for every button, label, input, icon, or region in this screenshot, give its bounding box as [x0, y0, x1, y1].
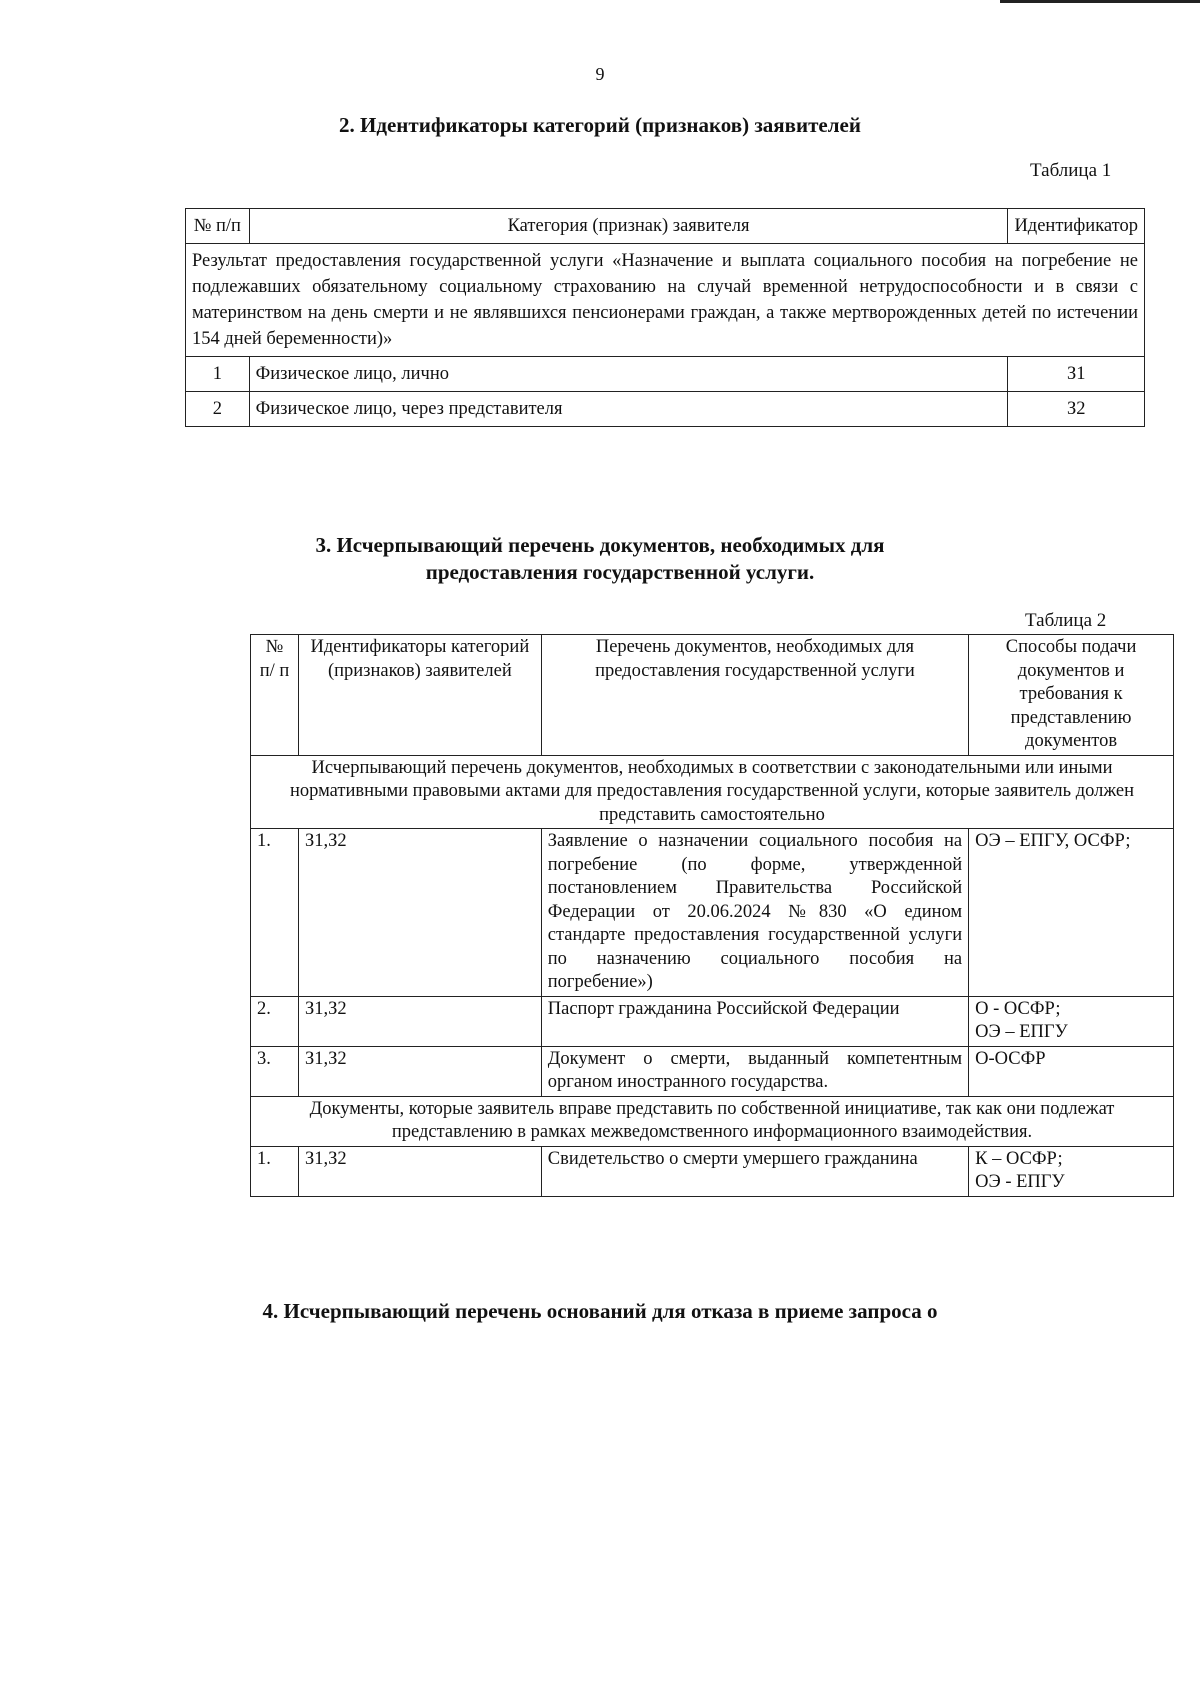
table2-g2-row1-method — [969, 1146, 1174, 1196]
table2-g1-row1-doc: Заявление о назначении социального пособия на погребение (по форме, утвержденной постановлением Правительства Российской Федерации от 20.06.2024 №830 «О едином стандарте предоставления государственной услуги по назначению социального пособия на погребение») — [541, 829, 968, 997]
table-row — [186, 357, 1145, 392]
table2-header-methods: Способы подачи документов и требования к представлению документов — [969, 635, 1174, 756]
table1-row2-category: Физическое лицо, через представителя — [249, 392, 1008, 427]
table2-g1-row2-ids: З1,З2 — [298, 996, 541, 1046]
table2-g1-row1-method: ОЭ – ЕПГУ, ОСФР; — [969, 829, 1174, 997]
table2-g1-row3-doc: Документ о смерти, выданный компетентным органом иностранного государства. — [541, 1046, 968, 1096]
table2-g1-row3-ids: З1,З2 — [298, 1046, 541, 1096]
table-row — [251, 996, 1174, 1046]
table2-header-row — [251, 635, 1174, 756]
table1-caption: Таблица 1 — [1030, 160, 1112, 181]
table2-g1-row3-num: 3. — [251, 1046, 299, 1096]
table2-g2-row1-doc: Свидетельство о смерти умершего гражданина — [541, 1146, 968, 1196]
section4-title: 4. Исчерпывающий перечень оснований для отказа в приеме запроса о — [262, 1299, 938, 1323]
table2-g2-row1-method-line2: ОЭ - ЕПГУ — [975, 1172, 1065, 1192]
table2-g2-row1-ids: З1,З2 — [298, 1146, 541, 1196]
table1-row1-category: Физическое лицо, лично — [249, 357, 1008, 392]
table2-g1-row2-method-line2: ОЭ – ЕПГУ — [975, 1022, 1068, 1042]
table2-g1-row2-method-line1: О - ОСФР; — [975, 998, 1061, 1019]
section3-title-line1: 3. Исчерпывающий перечень документов, необходимых для — [315, 533, 885, 557]
table2-header-num: № п/ п — [251, 635, 299, 756]
table-row — [186, 392, 1145, 427]
table2-g2-row1-method-line1: К – ОСФР; — [975, 1148, 1063, 1169]
table-row — [251, 829, 1174, 997]
table1-header-row — [186, 209, 1145, 244]
table2-group2-title: Документы, которые заявитель вправе представить по собственной инициативе, так как они подлежат представлению в рамках межведомственного информационного взаимодействия. — [251, 1096, 1174, 1146]
table2-g1-row2-method — [969, 996, 1174, 1046]
table2-g1-row2-num: 2. — [251, 996, 299, 1046]
table2-g2-row1-num: 1. — [251, 1146, 299, 1196]
top-edge-line — [1000, 0, 1200, 3]
table2 — [250, 634, 1174, 1197]
table1-header-num: № п/п — [186, 209, 250, 244]
table1-row1-num: 1 — [186, 357, 250, 392]
section3-title-line2: предоставления государственной услуги. — [425, 560, 815, 584]
table1-header-identifier: Идентификатор — [1008, 209, 1145, 244]
table2-group1-title: Исчерпывающий перечень документов, необходимых в соответствии с законодательными или иными нормативными правовыми актами для предоставления государственной услуги, которые заявитель должен представить самостоятельно — [251, 755, 1174, 829]
section2-title: 2. Идентификаторы категорий (признаков) заявителей — [339, 113, 861, 137]
table2-caption: Таблица 2 — [1025, 610, 1107, 631]
table1-result-text: Результат предоставления государственной услуги «Назначение и выплата социального пособия на погребение не подлежавших обязательному социальному страхованию на случай временной нетрудоспособности и в связи с материнством на день смерти и не являвшихся пенсионерами граждан, а также мертворожденных детей по истечении 154 дней беременности)» — [186, 244, 1145, 357]
table2-g1-row1-ids: З1,З2 — [298, 829, 541, 997]
table1 — [185, 208, 1145, 427]
table-row — [251, 1046, 1174, 1096]
table2-g1-row1-num: 1. — [251, 829, 299, 997]
table2-g1-row3-method: О-ОСФР — [969, 1046, 1174, 1096]
table1-row2-identifier: З2 — [1008, 392, 1145, 427]
page-number: 9 — [595, 64, 605, 84]
table2-group1-row — [251, 755, 1174, 829]
table2-group2-row — [251, 1096, 1174, 1146]
table2-header-identifiers: Идентификаторы категорий (признаков) заявителей — [298, 635, 541, 756]
table1-row1-identifier: З1 — [1008, 357, 1145, 392]
table2-g1-row2-doc: Паспорт гражданина Российской Федерации — [541, 996, 968, 1046]
table1-header-category: Категория (признак) заявителя — [249, 209, 1008, 244]
table1-row2-num: 2 — [186, 392, 250, 427]
table-row — [251, 1146, 1174, 1196]
table2-header-documents: Перечень документов, необходимых для предоставления государственной услуги — [541, 635, 968, 756]
table1-result-row — [186, 244, 1145, 357]
